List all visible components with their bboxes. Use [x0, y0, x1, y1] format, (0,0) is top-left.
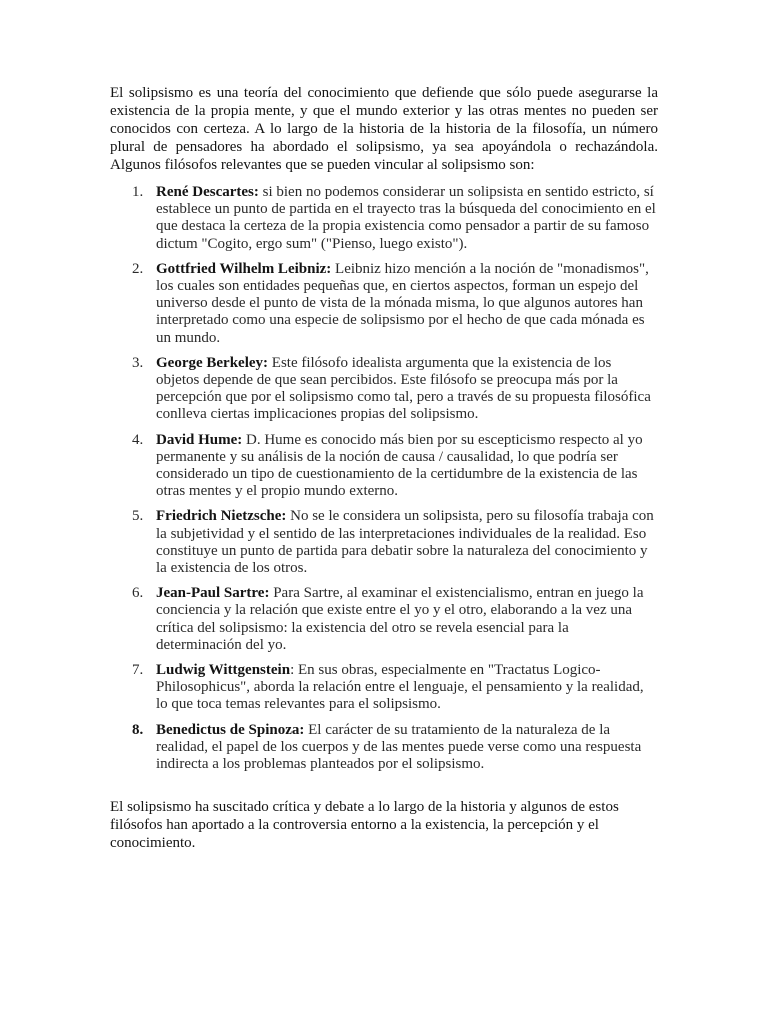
philosopher-description: si bien no podemos considerar un solipsista en sentido estricto, sí establece un punto de partida en el trayecto tras la búsqueda del conocimiento en el que destaca la certeza de la propia existencia como pensador a partir de su famoso dictum "Cogito, ergo sum" ("Pienso, luego existo"). [156, 184, 656, 252]
philosopher-name: Friedrich Nietzsche: [156, 508, 287, 525]
conclusion-paragraph: El solipsismo ha suscitado crítica y debate a lo largo de la historia y algunos de estos filósofos han aportado a la controversia entorno a la existencia, la percepción y el conocimiento. [110, 799, 619, 851]
philosopher-description: Este filósofo idealista argumenta que la existencia de los objetos depende de que sean percibidos. Este filósofo se preocupa más por la percepción que por el solipsismo como tal, pero a través de su propuesta filosófica conlleva ciertas implicaciones propias del solipsismo. [156, 354, 651, 423]
item-number: 6. [132, 585, 144, 602]
philosopher-name: Ludwig Wittgenstein [156, 662, 291, 679]
list-item [110, 184, 658, 253]
item-number: 2. [132, 260, 144, 277]
philosopher-description: Leibniz hizo mención a la noción de "monadismos", los cuales son entidades pequeñas que, en ciertos aspectos, forman un espejo del universo desde el punto de vista de la mónada misma, lo que algunos autores han interpretado como una especie de solipsismo por el hecho de que cada mónada es un mundo. [156, 260, 649, 346]
list-item [110, 508, 658, 577]
list-item [110, 662, 658, 714]
list-item [110, 355, 658, 424]
philosophers-list [110, 184, 658, 781]
list-item [110, 261, 658, 347]
philosopher-description: No se le considera un solipsista, pero su filosofía trabaja con la subjetividad y el sentido de las interpretaciones individuales de la realidad. Eso constituye un punto de partida para debatir sobre la naturaleza del conocimiento y la existencia de los otros. [156, 508, 654, 577]
philosopher-name: Jean-Paul Sartre: [156, 585, 270, 602]
item-number: 5. [132, 508, 144, 525]
philosopher-name: David Hume: [156, 431, 243, 448]
philosopher-description: Para Sartre, al examinar el existencialismo, entran en juego la conciencia y la relación que existe entre el yo y el otro, elaborando a la vez una crítica del solipsismo: la existencia del otro se revela esencial para la determinación del yo. [156, 585, 644, 653]
philosopher-description: D. Hume es conocido más bien por su escepticismo respecto al yo permanente y su análisis de la noción de causa / causalidad, lo que podría ser considerado un tipo de cuestionamiento de la certidumbre de la existencia de las otras mentes y el propio mundo externo. [156, 431, 643, 500]
intro-paragraph: El solipsismo es una teoría del conocimiento que defiende que sólo puede asegurarse la existencia de la propia mente, y que el mundo exterior y las otras mentes no pueden ser conocidos con certeza. A lo largo de la historia de la historia de la filosofía, un número plural de pensadores ha abordado el solipsismo, ya sea apoyándola o rechazándola. Algunos filósofos relevantes que se pueden vincular al solipsismo son: [110, 85, 658, 173]
philosopher-description: : En sus obras, especialmente en "Tractatus Logico-Philosophicus", aborda la relación entre el lenguaje, el pensamiento y la realidad, lo que toca temas relevantes para el solipsismo. [156, 662, 644, 713]
list-item [110, 585, 658, 654]
item-number: 4. [132, 431, 144, 448]
philosopher-name: René Descartes: [156, 184, 259, 200]
list-item [110, 722, 658, 774]
item-number: 1. [132, 184, 144, 200]
item-number: 7. [132, 662, 144, 679]
philosopher-name: Gottfried Wilhelm Leibniz: [156, 260, 332, 277]
item-number: 8. [132, 721, 144, 738]
list-item [110, 432, 658, 501]
philosopher-name: George Berkeley: [156, 354, 269, 371]
philosopher-description: El carácter de su tratamiento de la naturaleza de la realidad, el papel de los cuerpos y de las mentes puede verse como una respuesta indirecta a los problemas planteados por el solipsismo. [156, 721, 642, 773]
item-number: 3. [132, 354, 144, 371]
philosopher-name: Benedictus de Spinoza: [156, 721, 305, 738]
